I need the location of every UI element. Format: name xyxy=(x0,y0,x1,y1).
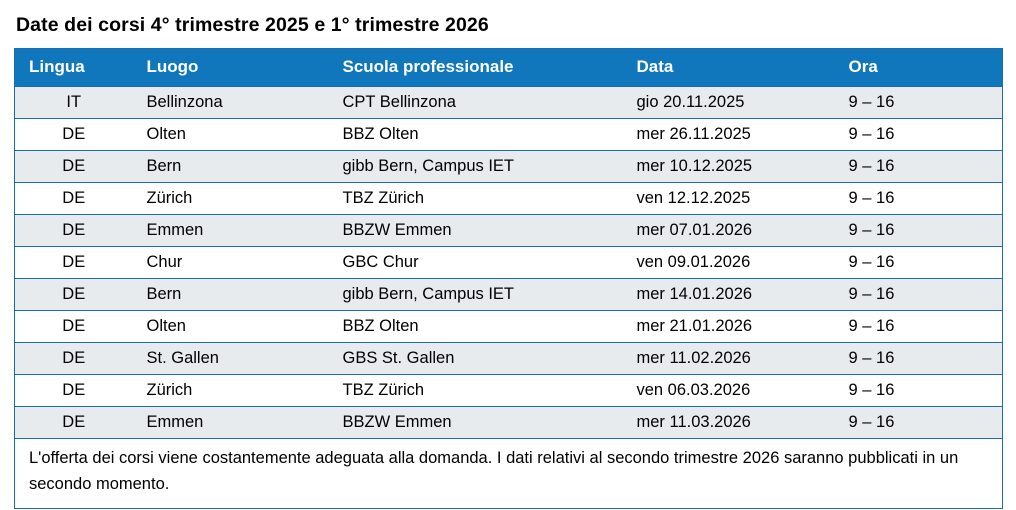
cell-data: gio 20.11.2025 xyxy=(623,87,835,119)
cell-ora: 9 – 16 xyxy=(835,151,1003,183)
cell-scuola: BBZ Olten xyxy=(329,119,623,151)
cell-luogo: Olten xyxy=(133,311,329,343)
cell-data: mer 11.03.2026 xyxy=(623,407,835,439)
cell-scuola: GBC Chur xyxy=(329,247,623,279)
cell-ora: 9 – 16 xyxy=(835,215,1003,247)
table-row xyxy=(15,183,1003,215)
cell-data: mer 07.01.2026 xyxy=(623,215,835,247)
cell-luogo: Chur xyxy=(133,247,329,279)
cell-ora: 9 – 16 xyxy=(835,407,1003,439)
cell-lingua: DE xyxy=(15,215,133,247)
cell-luogo: Emmen xyxy=(133,215,329,247)
cell-scuola: gibb Bern, Campus IET xyxy=(329,279,623,311)
table-row xyxy=(15,311,1003,343)
cell-data: ven 06.03.2026 xyxy=(623,375,835,407)
table-body xyxy=(15,87,1003,508)
cell-luogo: St. Gallen xyxy=(133,343,329,375)
cell-ora: 9 – 16 xyxy=(835,119,1003,151)
table-row xyxy=(15,87,1003,119)
cell-luogo: Bern xyxy=(133,151,329,183)
cell-scuola: CPT Bellinzona xyxy=(329,87,623,119)
cell-data: mer 21.01.2026 xyxy=(623,311,835,343)
table-row xyxy=(15,215,1003,247)
column-header-scuola-professionale: Scuola professionale xyxy=(329,49,623,87)
table-row xyxy=(15,407,1003,439)
cell-ora: 9 – 16 xyxy=(835,375,1003,407)
cell-data: mer 10.12.2025 xyxy=(623,151,835,183)
page-title: Date dei corsi 4° trimestre 2025 e 1° trimestre 2026 xyxy=(16,14,489,36)
cell-luogo: Zürich xyxy=(133,375,329,407)
cell-lingua: DE xyxy=(15,151,133,183)
table-row xyxy=(15,119,1003,151)
cell-data: ven 09.01.2026 xyxy=(623,247,835,279)
cell-lingua: DE xyxy=(15,375,133,407)
cell-scuola: TBZ Zürich xyxy=(329,183,623,215)
cell-scuola: BBZW Emmen xyxy=(329,407,623,439)
table-row xyxy=(15,279,1003,311)
table-row xyxy=(15,343,1003,375)
cell-luogo: Emmen xyxy=(133,407,329,439)
table-row xyxy=(15,247,1003,279)
table-note: L'offerta dei corsi viene costantemente adeguata alla domanda. I dati relativi al secondo trimestre 2026 saranno pubblicati in un secondo momento. xyxy=(15,439,1003,508)
cell-ora: 9 – 16 xyxy=(835,311,1003,343)
cell-scuola: TBZ Zürich xyxy=(329,375,623,407)
course-dates-table xyxy=(14,48,1003,508)
cell-lingua: DE xyxy=(15,183,133,215)
cell-ora: 9 – 16 xyxy=(835,183,1003,215)
column-header-ora: Ora xyxy=(835,49,1003,87)
cell-ora: 9 – 16 xyxy=(835,247,1003,279)
cell-ora: 9 – 16 xyxy=(835,87,1003,119)
cell-data: mer 11.02.2026 xyxy=(623,343,835,375)
table-header xyxy=(15,49,1003,87)
cell-data: mer 14.01.2026 xyxy=(623,279,835,311)
cell-lingua: DE xyxy=(15,119,133,151)
cell-data: mer 26.11.2025 xyxy=(623,119,835,151)
table-note-row xyxy=(15,439,1003,508)
cell-lingua: IT xyxy=(15,87,133,119)
cell-ora: 9 – 16 xyxy=(835,279,1003,311)
cell-scuola: BBZW Emmen xyxy=(329,215,623,247)
cell-scuola: BBZ Olten xyxy=(329,311,623,343)
cell-luogo: Bellinzona xyxy=(133,87,329,119)
cell-scuola: gibb Bern, Campus IET xyxy=(329,151,623,183)
cell-lingua: DE xyxy=(15,279,133,311)
cell-lingua: DE xyxy=(15,407,133,439)
cell-luogo: Bern xyxy=(133,279,329,311)
cell-luogo: Olten xyxy=(133,119,329,151)
cell-lingua: DE xyxy=(15,311,133,343)
cell-scuola: GBS St. Gallen xyxy=(329,343,623,375)
cell-luogo: Zürich xyxy=(133,183,329,215)
cell-ora: 9 – 16 xyxy=(835,343,1003,375)
column-header-luogo: Luogo xyxy=(133,49,329,87)
cell-lingua: DE xyxy=(15,343,133,375)
table-header-row xyxy=(15,49,1003,87)
column-header-data: Data xyxy=(623,49,835,87)
column-header-lingua: Lingua xyxy=(15,49,133,87)
table-row xyxy=(15,151,1003,183)
table-row xyxy=(15,375,1003,407)
cell-data: ven 12.12.2025 xyxy=(623,183,835,215)
cell-lingua: DE xyxy=(15,247,133,279)
